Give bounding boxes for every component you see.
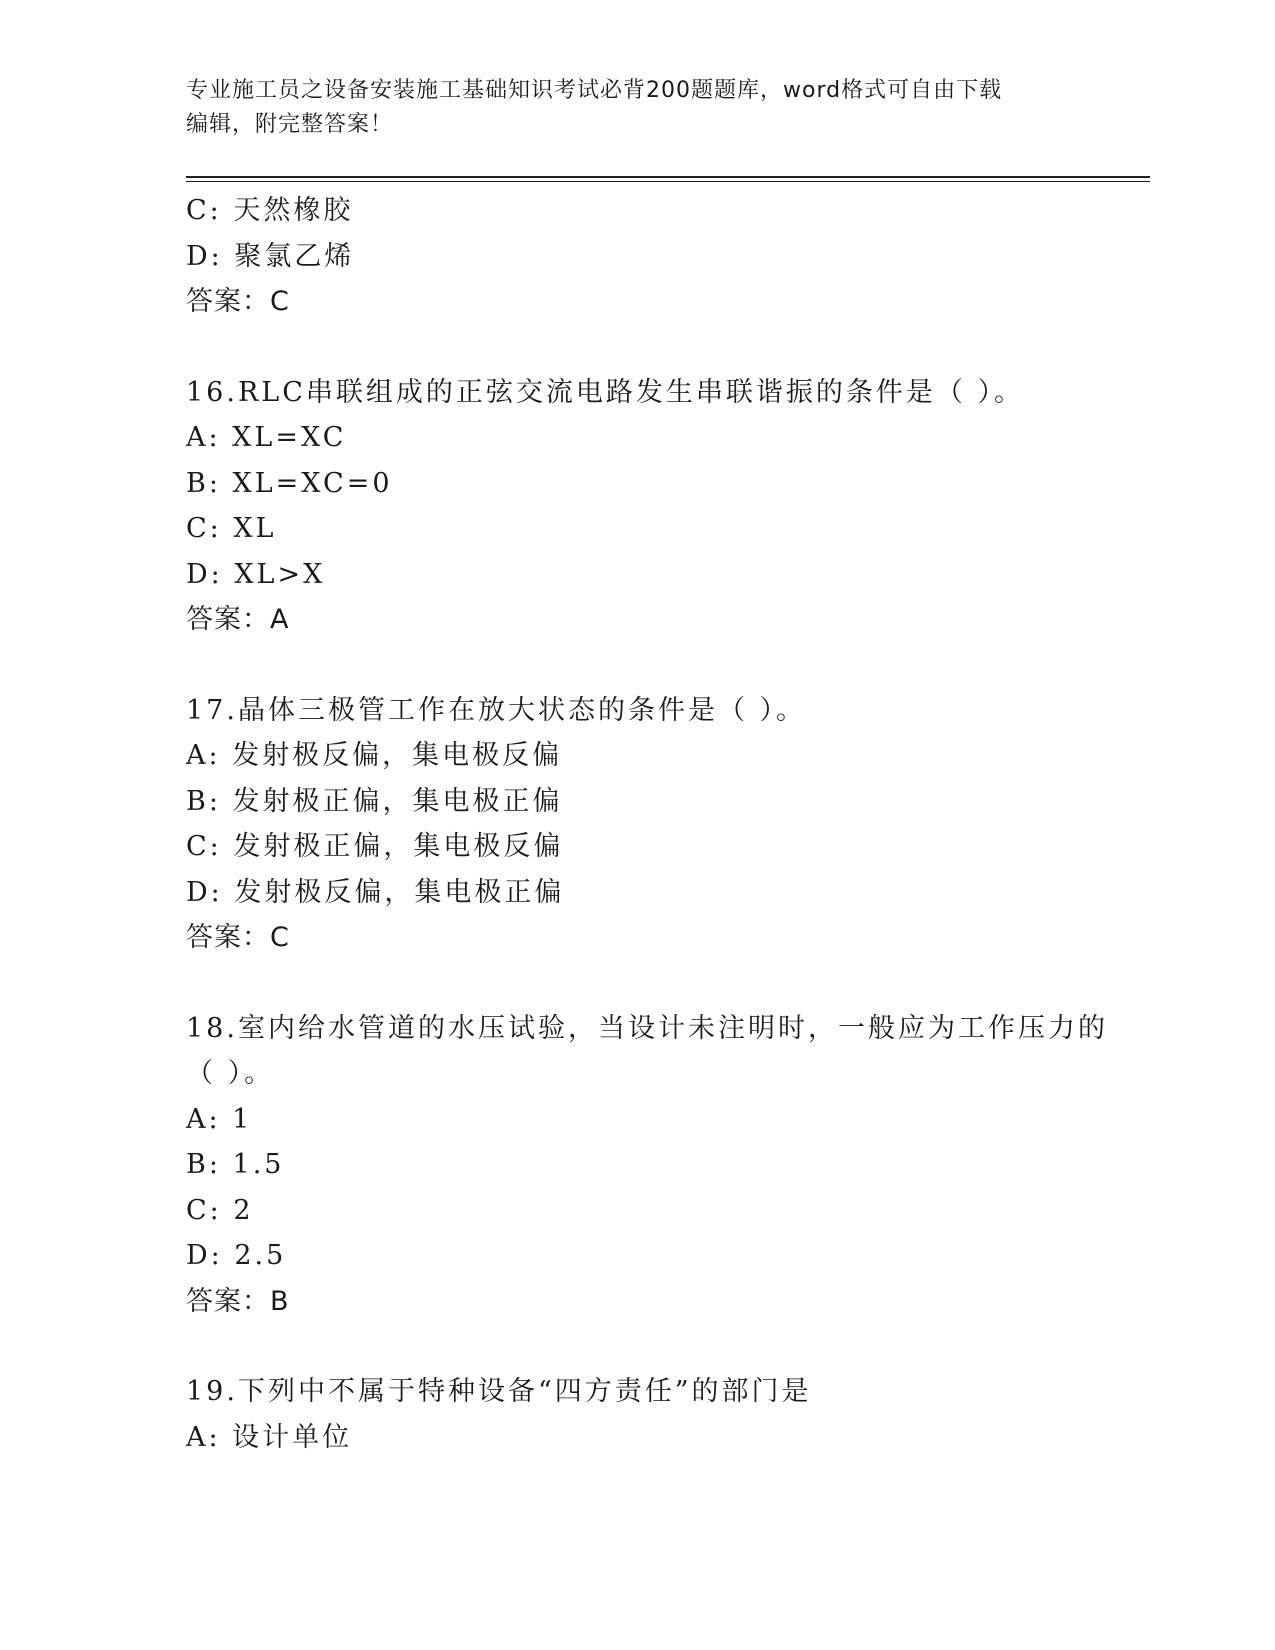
header-line-2: 编辑，附完整答案！ — [186, 112, 394, 137]
option-a: A: 1 — [186, 1103, 253, 1135]
header-divider-thin — [186, 181, 1150, 182]
question-stem: 16.RLC串联组成的正弦交流电路发生串联谐振的条件是（ ）。 — [186, 376, 1024, 408]
option-c: C: 发射极正偏，集电极反偏 — [186, 831, 564, 862]
option-b: B: 1.5 — [186, 1149, 285, 1180]
option-d: D: 发射极反偏，集电极正偏 — [186, 876, 565, 908]
question-16 — [186, 370, 1086, 643]
spacer — [186, 325, 1086, 370]
spacer — [186, 1324, 1086, 1369]
option-c: C: XL — [186, 513, 277, 544]
question-17 — [186, 688, 1086, 961]
question-list — [186, 188, 1108, 1460]
option-a: A: 发射极反偏，集电极反偏 — [186, 740, 563, 771]
question-stem: 18.室内给水管道的水压试验，当设计未注明时，一般应为工作压力的 — [186, 1012, 1108, 1044]
answer-text: 答案：A — [186, 604, 290, 635]
option-a: A: 设计单位 — [186, 1421, 353, 1453]
question-stem-continued: （ ）。 — [186, 1058, 275, 1089]
document-header — [186, 74, 1066, 142]
question-stem: 17.晶体三极管工作在放大状态的条件是（ ）。 — [186, 694, 807, 726]
option-a: A: XL=XC — [186, 422, 347, 453]
question-stem: 19.下列中不属于特种设备“四方责任”的部门是 — [186, 1376, 812, 1407]
option-d: D: 聚氯乙烯 — [186, 240, 355, 272]
question-19 — [186, 1369, 1086, 1460]
spacer — [186, 643, 1086, 688]
question-15-continued — [186, 188, 1086, 325]
answer-text: 答案：B — [186, 1285, 290, 1317]
header-divider-thick — [186, 176, 1150, 178]
answer-text: 答案：C — [186, 922, 290, 953]
question-18 — [186, 1006, 1108, 1325]
option-b: B: 发射极正偏，集电极正偏 — [186, 785, 563, 817]
option-c: C: 天然橡胶 — [186, 195, 354, 226]
answer-text: 答案：C — [186, 286, 290, 317]
spacer — [186, 961, 1086, 1006]
option-d: D: 2.5 — [186, 1240, 287, 1271]
option-b: B: XL=XC=0 — [186, 467, 393, 499]
option-c: C: 2 — [186, 1194, 254, 1226]
header-line-1: 专业施工员之设备安装施工基础知识考试必背200题题库，word格式可自由下载 — [186, 78, 1003, 103]
option-d: D: XL>X — [186, 558, 326, 590]
